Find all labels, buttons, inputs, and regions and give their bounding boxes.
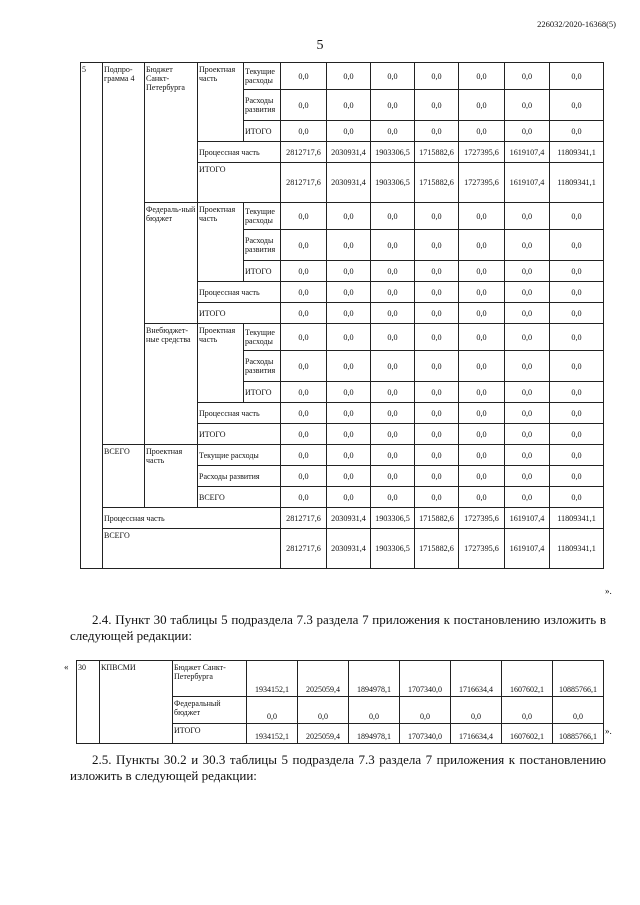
total-cell: 0,0 xyxy=(327,303,371,324)
total-label: ИТОГО xyxy=(198,303,281,324)
subtotal-cell: 0,0 xyxy=(371,261,415,282)
totals-subtotal-cell: 0,0 xyxy=(550,487,604,508)
subtotal-label: ИТОГО xyxy=(244,121,281,142)
closing-quote: ». xyxy=(605,586,612,596)
totals-label: ВСЕГО xyxy=(103,445,145,508)
development-expenses-cell: 0,0 xyxy=(415,351,459,382)
totals-development-label: Расходы развития xyxy=(198,466,281,487)
project-part-label: Проектная часть xyxy=(198,203,244,282)
totals-subtotal-cell: 0,0 xyxy=(371,487,415,508)
totals-subtotal-label: ВСЕГО xyxy=(198,487,281,508)
total-cell: 0,0 xyxy=(550,303,604,324)
total-cell: 0,0 xyxy=(459,303,505,324)
development-expenses-cell: 0,0 xyxy=(327,351,371,382)
subtotal-cell: 0,0 xyxy=(415,121,459,142)
amount-cell: 0,0 xyxy=(349,697,400,724)
current-expenses-cell: 0,0 xyxy=(371,63,415,90)
current-expenses-cell: 0,0 xyxy=(281,324,327,351)
current-expenses-cell: 0,0 xyxy=(505,203,550,230)
totals-process-label: Процессная часть xyxy=(103,508,281,529)
development-expenses-cell: 0,0 xyxy=(415,230,459,261)
process-part-cell: 0,0 xyxy=(327,403,371,424)
totals-development-cell: 0,0 xyxy=(459,466,505,487)
grand-total-cell: 2030931,4 xyxy=(327,529,371,569)
development-expenses-cell: 0,0 xyxy=(505,351,550,382)
amount-cell: 0,0 xyxy=(298,697,349,724)
amount-cell: 1707340,0 xyxy=(400,661,451,697)
budget-table-subprogram-4 xyxy=(80,62,604,569)
subtotal-cell: 0,0 xyxy=(550,261,604,282)
development-expenses-cell: 0,0 xyxy=(281,90,327,121)
total-label: ИТОГО xyxy=(198,424,281,445)
amount-cell: 0,0 xyxy=(451,697,502,724)
table-row xyxy=(81,63,604,90)
subtotal-cell: 0,0 xyxy=(505,382,550,403)
subtotal-label: ИТОГО xyxy=(244,382,281,403)
totals-development-cell: 0,0 xyxy=(550,466,604,487)
development-expenses-cell: 0,0 xyxy=(550,90,604,121)
total-cell: 0,0 xyxy=(371,424,415,445)
document-number: 226032/2020-16368(5) xyxy=(537,19,616,29)
total-cell: 1727395,6 xyxy=(459,163,505,203)
process-part-cell: 1727395,6 xyxy=(459,142,505,163)
totals-current-cell: 0,0 xyxy=(371,445,415,466)
process-part-label: Процессная часть xyxy=(198,282,281,303)
process-part-cell: 0,0 xyxy=(550,282,604,303)
amount-cell: 10885766,1 xyxy=(553,724,604,744)
total-cell: 0,0 xyxy=(327,424,371,445)
subtotal-cell: 0,0 xyxy=(327,121,371,142)
totals-development-cell: 0,0 xyxy=(327,466,371,487)
grand-total-cell: 1727395,6 xyxy=(459,529,505,569)
development-expenses-cell: 0,0 xyxy=(371,351,415,382)
table-row xyxy=(81,529,604,569)
subtotal-cell: 0,0 xyxy=(550,121,604,142)
current-expenses-cell: 0,0 xyxy=(550,63,604,90)
development-expenses-cell: 0,0 xyxy=(371,230,415,261)
process-part-cell: 1619107,4 xyxy=(505,142,550,163)
subtotal-cell: 0,0 xyxy=(281,382,327,403)
totals-development-cell: 0,0 xyxy=(415,466,459,487)
current-expenses-cell: 0,0 xyxy=(281,203,327,230)
total-cell: 1619107,4 xyxy=(505,163,550,203)
subtotal-cell: 0,0 xyxy=(505,261,550,282)
process-part-cell: 11809341,1 xyxy=(550,142,604,163)
process-part-cell: 0,0 xyxy=(415,282,459,303)
development-expenses-label: Расходы развития xyxy=(244,90,281,121)
current-expenses-cell: 0,0 xyxy=(371,203,415,230)
process-part-cell: 0,0 xyxy=(459,403,505,424)
development-expenses-label: Расходы развития xyxy=(244,351,281,382)
development-expenses-cell: 0,0 xyxy=(550,351,604,382)
development-expenses-cell: 0,0 xyxy=(550,230,604,261)
grand-total-cell: 1903306,5 xyxy=(371,529,415,569)
subtotal-cell: 0,0 xyxy=(550,382,604,403)
amount-cell: 1707340,0 xyxy=(400,724,451,744)
process-part-cell: 0,0 xyxy=(459,282,505,303)
total-cell: 0,0 xyxy=(415,424,459,445)
process-part-label: Процессная часть xyxy=(198,142,281,163)
totals-project-part-label: Проектная часть xyxy=(145,445,198,508)
totals-development-cell: 0,0 xyxy=(505,466,550,487)
development-expenses-cell: 0,0 xyxy=(459,90,505,121)
grand-total-cell: 11809341,1 xyxy=(550,529,604,569)
amount-cell: 10885766,1 xyxy=(553,661,604,697)
paragraph-2-5: 2.5. Пункты 30.2 и 30.3 таблицы 5 подраздела 7.3 раздела 7 приложения к постановлению изложить в следующей редакции: xyxy=(70,752,606,783)
current-expenses-cell: 0,0 xyxy=(415,203,459,230)
totals-current-cell: 0,0 xyxy=(281,445,327,466)
totals-subtotal-cell: 0,0 xyxy=(281,487,327,508)
totals-development-cell: 0,0 xyxy=(371,466,415,487)
subtotal-cell: 0,0 xyxy=(371,382,415,403)
process-part-cell: 0,0 xyxy=(281,403,327,424)
totals-current-cell: 0,0 xyxy=(505,445,550,466)
process-part-cell: 0,0 xyxy=(371,282,415,303)
process-part-cell: 2030931,4 xyxy=(327,142,371,163)
table-row xyxy=(81,203,604,230)
process-part-cell: 0,0 xyxy=(505,403,550,424)
subtotal-label: ИТОГО xyxy=(244,261,281,282)
total-cell: 0,0 xyxy=(281,303,327,324)
totals-process-cell: 2030931,4 xyxy=(327,508,371,529)
item-name: КПВСМИ xyxy=(100,661,173,744)
project-part-label: Проектная часть xyxy=(198,324,244,403)
table-row xyxy=(81,324,604,351)
budget-table-item-30 xyxy=(76,660,604,744)
development-expenses-cell: 0,0 xyxy=(505,230,550,261)
current-expenses-cell: 0,0 xyxy=(371,324,415,351)
process-part-cell: 0,0 xyxy=(550,403,604,424)
current-expenses-label: Текущие расходы xyxy=(244,203,281,230)
grand-total-cell: 1619107,4 xyxy=(505,529,550,569)
amount-cell: 0,0 xyxy=(553,697,604,724)
totals-development-cell: 0,0 xyxy=(281,466,327,487)
amount-cell: 1716634,4 xyxy=(451,724,502,744)
opening-quote: « xyxy=(64,662,69,672)
project-part-label: Проектная часть xyxy=(198,63,244,142)
process-part-cell: 1903306,5 xyxy=(371,142,415,163)
totals-process-cell: 1727395,6 xyxy=(459,508,505,529)
development-expenses-cell: 0,0 xyxy=(459,230,505,261)
total-cell: 2030931,4 xyxy=(327,163,371,203)
funding-source: Бюджет Санкт-Петербурга xyxy=(145,63,198,203)
amount-cell: 2025059,4 xyxy=(298,661,349,697)
table-row xyxy=(81,445,604,466)
amount-cell: 1894978,1 xyxy=(349,661,400,697)
current-expenses-cell: 0,0 xyxy=(327,324,371,351)
subtotal-cell: 0,0 xyxy=(415,382,459,403)
funding-source-label: ИТОГО xyxy=(173,724,247,744)
development-expenses-cell: 0,0 xyxy=(327,90,371,121)
subtotal-cell: 0,0 xyxy=(281,121,327,142)
total-cell: 1903306,5 xyxy=(371,163,415,203)
program-name: Подпро-грамма 4 xyxy=(103,63,145,445)
process-part-cell: 0,0 xyxy=(281,282,327,303)
total-cell: 0,0 xyxy=(415,303,459,324)
amount-cell: 1607602,1 xyxy=(502,724,553,744)
subtotal-cell: 0,0 xyxy=(327,261,371,282)
total-cell: 0,0 xyxy=(505,303,550,324)
development-expenses-cell: 0,0 xyxy=(415,90,459,121)
totals-subtotal-cell: 0,0 xyxy=(327,487,371,508)
amount-cell: 1607602,1 xyxy=(502,661,553,697)
current-expenses-cell: 0,0 xyxy=(459,203,505,230)
amount-cell: 0,0 xyxy=(502,697,553,724)
amount-cell: 1934152,1 xyxy=(247,724,298,744)
amount-cell: 0,0 xyxy=(400,697,451,724)
totals-current-cell: 0,0 xyxy=(459,445,505,466)
process-part-cell: 0,0 xyxy=(415,403,459,424)
current-expenses-cell: 0,0 xyxy=(415,63,459,90)
paragraph-2-4: 2.4. Пункт 30 таблицы 5 подраздела 7.3 раздела 7 приложения к постановлению изложить в следующей редакции: xyxy=(70,612,606,643)
development-expenses-cell: 0,0 xyxy=(281,230,327,261)
current-expenses-cell: 0,0 xyxy=(327,203,371,230)
process-part-cell: 0,0 xyxy=(505,282,550,303)
table-row xyxy=(77,661,604,697)
current-expenses-cell: 0,0 xyxy=(459,63,505,90)
current-expenses-cell: 0,0 xyxy=(459,324,505,351)
current-expenses-cell: 0,0 xyxy=(327,63,371,90)
amount-cell: 1716634,4 xyxy=(451,661,502,697)
process-part-cell: 0,0 xyxy=(371,403,415,424)
process-part-cell: 2812717,6 xyxy=(281,142,327,163)
totals-current-cell: 0,0 xyxy=(550,445,604,466)
funding-source-label: Федеральный бюджет xyxy=(173,697,247,724)
grand-total-cell: 1715882,6 xyxy=(415,529,459,569)
subtotal-cell: 0,0 xyxy=(459,382,505,403)
item-number: 30 xyxy=(77,661,100,744)
development-expenses-cell: 0,0 xyxy=(505,90,550,121)
total-cell: 1715882,6 xyxy=(415,163,459,203)
totals-process-cell: 2812717,6 xyxy=(281,508,327,529)
total-cell: 0,0 xyxy=(281,424,327,445)
development-expenses-cell: 0,0 xyxy=(371,90,415,121)
process-part-cell: 1715882,6 xyxy=(415,142,459,163)
page-number: 5 xyxy=(316,38,324,53)
row-number: 5 xyxy=(81,63,103,569)
totals-current-cell: 0,0 xyxy=(415,445,459,466)
totals-current-cell: 0,0 xyxy=(327,445,371,466)
total-label: ИТОГО xyxy=(198,163,281,203)
amount-cell: 2025059,4 xyxy=(298,724,349,744)
totals-current-label: Текущие расходы xyxy=(198,445,281,466)
current-expenses-cell: 0,0 xyxy=(505,324,550,351)
funding-source: Внебюджет-ные средства xyxy=(145,324,198,445)
closing-quote-2: ». xyxy=(605,726,612,736)
amount-cell: 1894978,1 xyxy=(349,724,400,744)
grand-total-cell: 2812717,6 xyxy=(281,529,327,569)
grand-total-label: ВСЕГО xyxy=(103,529,281,569)
development-expenses-label: Расходы развития xyxy=(244,230,281,261)
totals-process-cell: 1903306,5 xyxy=(371,508,415,529)
total-cell: 0,0 xyxy=(371,303,415,324)
totals-subtotal-cell: 0,0 xyxy=(505,487,550,508)
current-expenses-label: Текущие расходы xyxy=(244,63,281,90)
subtotal-cell: 0,0 xyxy=(459,261,505,282)
subtotal-cell: 0,0 xyxy=(459,121,505,142)
subtotal-cell: 0,0 xyxy=(415,261,459,282)
totals-subtotal-cell: 0,0 xyxy=(415,487,459,508)
development-expenses-cell: 0,0 xyxy=(281,351,327,382)
total-cell: 0,0 xyxy=(550,424,604,445)
totals-process-cell: 1715882,6 xyxy=(415,508,459,529)
development-expenses-cell: 0,0 xyxy=(327,230,371,261)
amount-cell: 1934152,1 xyxy=(247,661,298,697)
subtotal-cell: 0,0 xyxy=(371,121,415,142)
subtotal-cell: 0,0 xyxy=(281,261,327,282)
total-cell: 2812717,6 xyxy=(281,163,327,203)
totals-process-cell: 11809341,1 xyxy=(550,508,604,529)
process-part-cell: 0,0 xyxy=(327,282,371,303)
funding-source-label: Бюджет Санкт-Петербурга xyxy=(173,661,247,697)
totals-subtotal-cell: 0,0 xyxy=(459,487,505,508)
total-cell: 11809341,1 xyxy=(550,163,604,203)
current-expenses-cell: 0,0 xyxy=(505,63,550,90)
development-expenses-cell: 0,0 xyxy=(459,351,505,382)
current-expenses-cell: 0,0 xyxy=(281,63,327,90)
process-part-label: Процессная часть xyxy=(198,403,281,424)
subtotal-cell: 0,0 xyxy=(505,121,550,142)
amount-cell: 0,0 xyxy=(247,697,298,724)
table-row xyxy=(81,508,604,529)
current-expenses-label: Текущие расходы xyxy=(244,324,281,351)
total-cell: 0,0 xyxy=(459,424,505,445)
subtotal-cell: 0,0 xyxy=(327,382,371,403)
current-expenses-cell: 0,0 xyxy=(415,324,459,351)
current-expenses-cell: 0,0 xyxy=(550,203,604,230)
total-cell: 0,0 xyxy=(505,424,550,445)
funding-source: Федераль-ный бюджет xyxy=(145,203,198,324)
totals-process-cell: 1619107,4 xyxy=(505,508,550,529)
current-expenses-cell: 0,0 xyxy=(550,324,604,351)
